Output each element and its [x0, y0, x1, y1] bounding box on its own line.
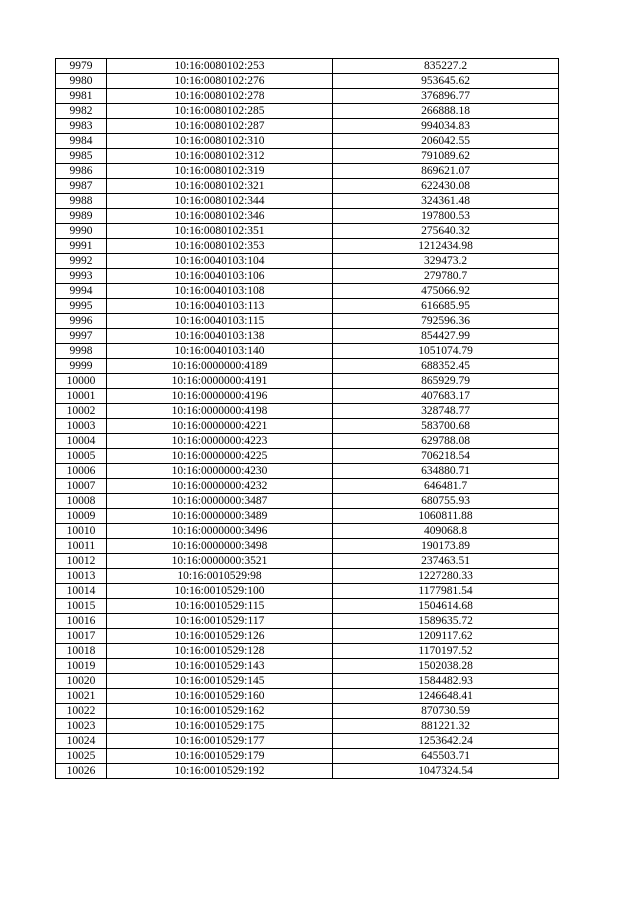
cadastral-number-cell: 10:16:0080102:346	[107, 209, 333, 224]
row-number-cell: 10021	[56, 689, 107, 704]
row-number-cell: 9981	[56, 89, 107, 104]
value-cell: 409068.8	[333, 524, 559, 539]
value-cell: 1253642.24	[333, 734, 559, 749]
row-number-cell: 10013	[56, 569, 107, 584]
table-row	[56, 644, 559, 659]
value-cell: 688352.45	[333, 359, 559, 374]
cadastral-number-cell: 10:16:0010529:117	[107, 614, 333, 629]
table-row	[56, 104, 559, 119]
cadastral-number-cell: 10:16:0000000:3498	[107, 539, 333, 554]
cadastral-number-cell: 10:16:0040103:106	[107, 269, 333, 284]
cadastral-number-cell: 10:16:0080102:253	[107, 59, 333, 74]
row-number-cell: 10018	[56, 644, 107, 659]
row-number-cell: 10011	[56, 539, 107, 554]
cadastral-number-cell: 10:16:0000000:4196	[107, 389, 333, 404]
value-cell: 1170197.52	[333, 644, 559, 659]
cadastral-number-cell: 10:16:0000000:4189	[107, 359, 333, 374]
table-row	[56, 569, 559, 584]
table-row	[56, 614, 559, 629]
table-row	[56, 254, 559, 269]
cadastral-number-cell: 10:16:0000000:3489	[107, 509, 333, 524]
cadastral-number-cell: 10:16:0010529:98	[107, 569, 333, 584]
cadastral-number-cell: 10:16:0010529:128	[107, 644, 333, 659]
cadastral-number-cell: 10:16:0080102:321	[107, 179, 333, 194]
cadastral-number-cell: 10:16:0010529:126	[107, 629, 333, 644]
table-row	[56, 629, 559, 644]
cadastral-number-cell: 10:16:0010529:192	[107, 764, 333, 779]
cadastral-number-cell: 10:16:0080102:310	[107, 134, 333, 149]
row-number-cell: 10025	[56, 749, 107, 764]
value-cell: 854427.99	[333, 329, 559, 344]
row-number-cell: 9997	[56, 329, 107, 344]
cadastral-number-cell: 10:16:0080102:319	[107, 164, 333, 179]
value-cell: 1504614.68	[333, 599, 559, 614]
value-cell: 1047324.54	[333, 764, 559, 779]
table-row	[56, 89, 559, 104]
value-cell: 835227.2	[333, 59, 559, 74]
table-row	[56, 419, 559, 434]
value-cell: 645503.71	[333, 749, 559, 764]
value-cell: 197800.53	[333, 209, 559, 224]
value-cell: 328748.77	[333, 404, 559, 419]
table-row	[56, 179, 559, 194]
value-cell: 1246648.41	[333, 689, 559, 704]
row-number-cell: 10012	[56, 554, 107, 569]
cadastral-number-cell: 10:16:0080102:285	[107, 104, 333, 119]
value-cell: 792596.36	[333, 314, 559, 329]
value-cell: 1502038.28	[333, 659, 559, 674]
cadastral-number-cell: 10:16:0000000:4191	[107, 374, 333, 389]
row-number-cell: 9994	[56, 284, 107, 299]
value-cell: 994034.83	[333, 119, 559, 134]
cadastral-number-cell: 10:16:0080102:344	[107, 194, 333, 209]
value-cell: 1060811.88	[333, 509, 559, 524]
value-cell: 324361.48	[333, 194, 559, 209]
table-row	[56, 464, 559, 479]
cadastral-number-cell: 10:16:0080102:312	[107, 149, 333, 164]
cadastral-number-cell: 10:16:0000000:4230	[107, 464, 333, 479]
table-row	[56, 524, 559, 539]
row-number-cell: 10010	[56, 524, 107, 539]
row-number-cell: 10004	[56, 434, 107, 449]
row-number-cell: 10024	[56, 734, 107, 749]
cadastral-number-cell: 10:16:0040103:104	[107, 254, 333, 269]
table-row	[56, 239, 559, 254]
row-number-cell: 9991	[56, 239, 107, 254]
table-row	[56, 314, 559, 329]
cadastral-number-cell: 10:16:0080102:278	[107, 89, 333, 104]
row-number-cell: 10002	[56, 404, 107, 419]
value-cell: 190173.89	[333, 539, 559, 554]
row-number-cell: 9980	[56, 74, 107, 89]
cadastral-number-cell: 10:16:0080102:276	[107, 74, 333, 89]
value-cell: 634880.71	[333, 464, 559, 479]
row-number-cell: 10014	[56, 584, 107, 599]
cadastral-number-cell: 10:16:0000000:3487	[107, 494, 333, 509]
table-row	[56, 539, 559, 554]
value-cell: 1177981.54	[333, 584, 559, 599]
cadastral-number-cell: 10:16:0040103:113	[107, 299, 333, 314]
cadastral-number-cell: 10:16:0000000:4221	[107, 419, 333, 434]
table-row	[56, 689, 559, 704]
row-number-cell: 9987	[56, 179, 107, 194]
value-cell: 206042.55	[333, 134, 559, 149]
table-row	[56, 389, 559, 404]
table-row	[56, 74, 559, 89]
value-cell: 869621.07	[333, 164, 559, 179]
table-row	[56, 659, 559, 674]
value-cell: 865929.79	[333, 374, 559, 389]
value-cell: 881221.32	[333, 719, 559, 734]
table-row	[56, 584, 559, 599]
row-number-cell: 9979	[56, 59, 107, 74]
row-number-cell: 9998	[56, 344, 107, 359]
row-number-cell: 9988	[56, 194, 107, 209]
row-number-cell: 10016	[56, 614, 107, 629]
cadastral-number-cell: 10:16:0080102:353	[107, 239, 333, 254]
row-number-cell: 9992	[56, 254, 107, 269]
row-number-cell: 9996	[56, 314, 107, 329]
cadastral-number-cell: 10:16:0000000:4225	[107, 449, 333, 464]
row-number-cell: 9984	[56, 134, 107, 149]
table-row	[56, 509, 559, 524]
cadastral-number-cell: 10:16:0040103:140	[107, 344, 333, 359]
row-number-cell: 9993	[56, 269, 107, 284]
value-cell: 870730.59	[333, 704, 559, 719]
row-number-cell: 9985	[56, 149, 107, 164]
table-row	[56, 749, 559, 764]
row-number-cell: 9995	[56, 299, 107, 314]
row-number-cell: 10017	[56, 629, 107, 644]
table-body	[56, 59, 559, 779]
row-number-cell: 9983	[56, 119, 107, 134]
row-number-cell: 10026	[56, 764, 107, 779]
cadastral-number-cell: 10:16:0010529:160	[107, 689, 333, 704]
row-number-cell: 10022	[56, 704, 107, 719]
value-cell: 279780.7	[333, 269, 559, 284]
row-number-cell: 10023	[56, 719, 107, 734]
table-row	[56, 719, 559, 734]
table-row	[56, 164, 559, 179]
table-row	[56, 734, 559, 749]
row-number-cell: 10008	[56, 494, 107, 509]
value-cell: 407683.17	[333, 389, 559, 404]
value-cell: 1584482.93	[333, 674, 559, 689]
row-number-cell: 9990	[56, 224, 107, 239]
table-row	[56, 374, 559, 389]
table-row	[56, 329, 559, 344]
value-cell: 622430.08	[333, 179, 559, 194]
value-cell: 629788.08	[333, 434, 559, 449]
table-row	[56, 599, 559, 614]
row-number-cell: 10006	[56, 464, 107, 479]
row-number-cell: 9989	[56, 209, 107, 224]
table-row	[56, 359, 559, 374]
value-cell: 1209117.62	[333, 629, 559, 644]
cadastral-number-cell: 10:16:0040103:108	[107, 284, 333, 299]
cadastral-number-cell: 10:16:0010529:145	[107, 674, 333, 689]
row-number-cell: 10015	[56, 599, 107, 614]
value-cell: 1227280.33	[333, 569, 559, 584]
cadastral-number-cell: 10:16:0000000:4223	[107, 434, 333, 449]
table-row	[56, 194, 559, 209]
cadastral-number-cell: 10:16:0000000:3521	[107, 554, 333, 569]
row-number-cell: 10003	[56, 419, 107, 434]
value-cell: 791089.62	[333, 149, 559, 164]
value-cell: 1051074.79	[333, 344, 559, 359]
value-cell: 646481.7	[333, 479, 559, 494]
table-row	[56, 284, 559, 299]
value-cell: 953645.62	[333, 74, 559, 89]
row-number-cell: 10007	[56, 479, 107, 494]
cadastral-number-cell: 10:16:0080102:351	[107, 224, 333, 239]
table-row	[56, 554, 559, 569]
table-row	[56, 269, 559, 284]
value-cell: 680755.93	[333, 494, 559, 509]
row-number-cell: 10020	[56, 674, 107, 689]
cadastral-number-cell: 10:16:0080102:287	[107, 119, 333, 134]
data-table	[55, 58, 559, 779]
table-row	[56, 224, 559, 239]
table-row	[56, 479, 559, 494]
table-row	[56, 674, 559, 689]
row-number-cell: 10000	[56, 374, 107, 389]
value-cell: 329473.2	[333, 254, 559, 269]
table-row	[56, 134, 559, 149]
table-row	[56, 404, 559, 419]
row-number-cell: 10019	[56, 659, 107, 674]
table-row	[56, 704, 559, 719]
cadastral-number-cell: 10:16:0010529:179	[107, 749, 333, 764]
cadastral-number-cell: 10:16:0010529:143	[107, 659, 333, 674]
row-number-cell: 10009	[56, 509, 107, 524]
value-cell: 275640.32	[333, 224, 559, 239]
value-cell: 1212434.98	[333, 239, 559, 254]
value-cell: 583700.68	[333, 419, 559, 434]
table-row	[56, 119, 559, 134]
cadastral-number-cell: 10:16:0010529:115	[107, 599, 333, 614]
table-row	[56, 434, 559, 449]
row-number-cell: 10005	[56, 449, 107, 464]
table-row	[56, 59, 559, 74]
value-cell: 237463.51	[333, 554, 559, 569]
value-cell: 475066.92	[333, 284, 559, 299]
value-cell: 376896.77	[333, 89, 559, 104]
table-row	[56, 764, 559, 779]
cadastral-number-cell: 10:16:0010529:175	[107, 719, 333, 734]
cadastral-number-cell: 10:16:0010529:100	[107, 584, 333, 599]
row-number-cell: 9986	[56, 164, 107, 179]
row-number-cell: 9999	[56, 359, 107, 374]
cadastral-number-cell: 10:16:0010529:177	[107, 734, 333, 749]
value-cell: 266888.18	[333, 104, 559, 119]
cadastral-number-cell: 10:16:0000000:4198	[107, 404, 333, 419]
value-cell: 616685.95	[333, 299, 559, 314]
cadastral-number-cell: 10:16:0000000:3496	[107, 524, 333, 539]
value-cell: 706218.54	[333, 449, 559, 464]
cadastral-number-cell: 10:16:0040103:138	[107, 329, 333, 344]
table-row	[56, 449, 559, 464]
table-row	[56, 149, 559, 164]
table-row	[56, 494, 559, 509]
cadastral-number-cell: 10:16:0040103:115	[107, 314, 333, 329]
table-row	[56, 209, 559, 224]
cadastral-number-cell: 10:16:0000000:4232	[107, 479, 333, 494]
cadastral-number-cell: 10:16:0010529:162	[107, 704, 333, 719]
value-cell: 1589635.72	[333, 614, 559, 629]
table-row	[56, 344, 559, 359]
row-number-cell: 10001	[56, 389, 107, 404]
row-number-cell: 9982	[56, 104, 107, 119]
table-row	[56, 299, 559, 314]
